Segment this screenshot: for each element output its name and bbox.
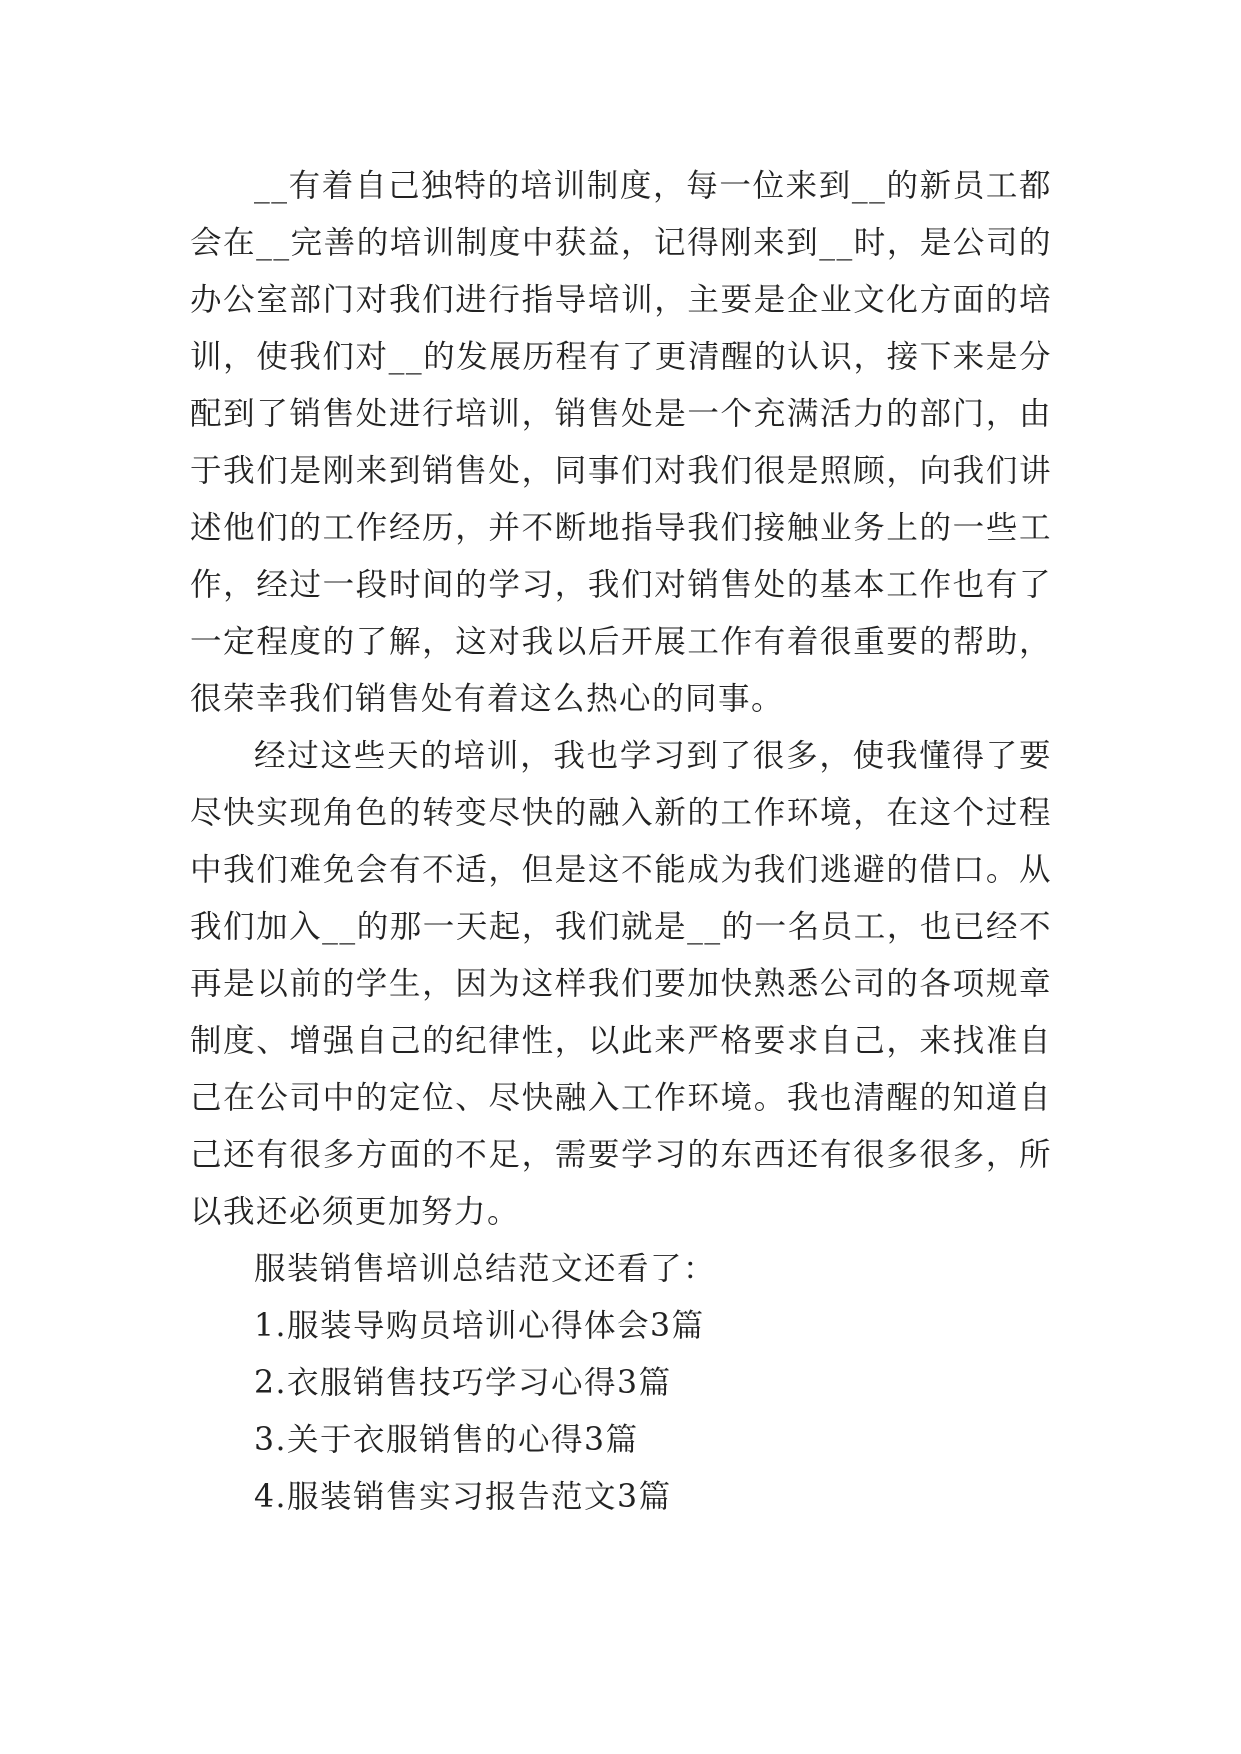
paragraph-training-reflection: 经过这些天的培训，我也学习到了很多，使我懂得了要尽快实现角色的转变尽快的融入新的工作环境，在这个过程中我们难免会有不适，但是这不能成为我们逃避的借口。从我们加入__的那一天起，我们就是__的一名员工，也已经不再是以前的学生，因为这样我们要加快熟悉公司的各项规章制度、增强自己的纪律性，以此来严格要求自己，来找准自己在公司中的定位、尽快融入工作环境。我也清醒的知道自己还有很多方面的不足，需要学习的东西还有很多很多，所以我还必须更加努力。 xyxy=(190,738,1052,1230)
related-article-link[interactable]: 3.关于衣服销售的心得3篇 xyxy=(254,1422,639,1458)
related-article-link[interactable]: 1.服装导购员培训心得体会3篇 xyxy=(254,1308,705,1344)
related-articles-list xyxy=(190,1298,1052,1526)
related-article-link[interactable]: 4.服装销售实习报告范文3篇 xyxy=(254,1479,672,1515)
document-body xyxy=(190,158,1052,1526)
related-article-link[interactable]: 2.衣服销售技巧学习心得3篇 xyxy=(254,1365,672,1401)
related-articles-title: 服装销售培训总结范文还看了： xyxy=(254,1251,717,1287)
paragraph-training-intro: __有着自己独特的培训制度，每一位来到__的新员工都会在__完善的培训制度中获益，记得刚来到__时，是公司的办公室部门对我们进行指导培训，主要是企业文化方面的培训，使我们对__的发展历程有了更清醒的认识，接下来是分配到了销售处进行培训，销售处是一个充满活力的部门，由于我们是刚来到销售处，同事们对我们很是照顾，向我们讲述他们的工作经历，并不断地指导我们接触业务上的一些工作，经过一段时间的学习，我们对销售处的基本工作也有了一定程度的了解，这对我以后开展工作有着很重要的帮助，很荣幸我们销售处有着这么热心的同事。 xyxy=(190,168,1052,717)
